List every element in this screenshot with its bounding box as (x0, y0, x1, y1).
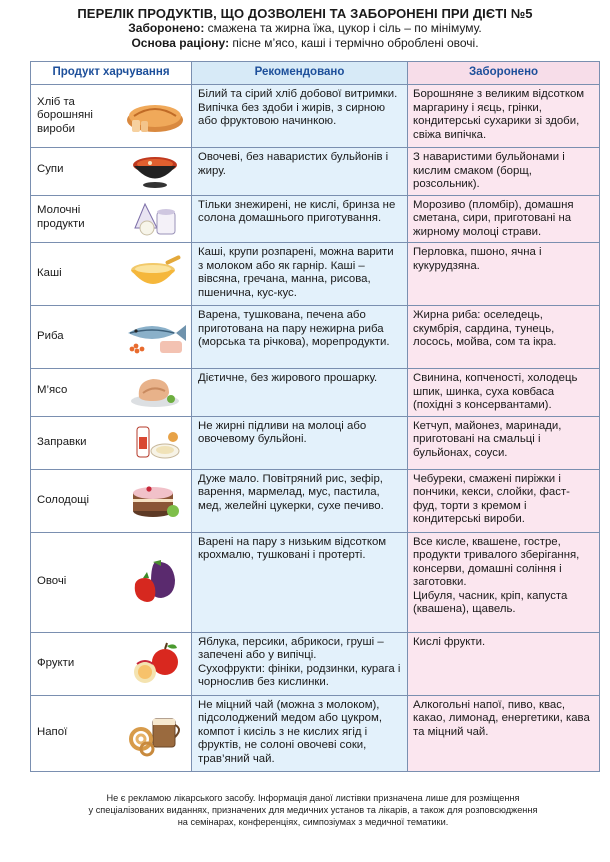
forbidden-summary-text: смажена та жирна їжа, цукор і сіль – по мінімуму. (204, 21, 482, 35)
bread-icon (121, 96, 189, 136)
forbidden-cell: Борошняне з великим відсотком маргарину і яєць, грінки, кондитерські сухарики зі здоби, свіжа випічка. (408, 85, 600, 148)
forbidden-summary-label: Заборонено: (128, 21, 205, 35)
recommended-cell: Дуже мало. Повітряний рис, зефір, варення, мармелад, мус, пастила, мед, желейні цукерки, сухе печиво. (192, 469, 408, 532)
drinks-icon (121, 709, 189, 757)
table-row (31, 632, 600, 695)
product-cell (31, 416, 192, 469)
recommended-cell: Овочеві, без наваристих бульйонів і жиру. (192, 148, 408, 196)
product-cell (31, 632, 192, 695)
product-name: Молочні продукти (37, 204, 85, 230)
forbidden-cell: З наваристими бульйонами і кислим смаком (борщ, розсольник). (408, 148, 600, 196)
dairy-icon (121, 198, 189, 238)
diet-table (30, 61, 600, 772)
disclaimer-line: у спеціалізованих виданнях, призначених для медичних установ та лікарів, а також для розповсюдження (88, 805, 538, 815)
meat-icon (121, 371, 189, 411)
disclaimer-line: Не є рекламою лікарського засобу. Інформація даної листівки призначена лише для розміщення (106, 793, 520, 803)
product-name: Каші (37, 267, 62, 280)
fish-icon (121, 317, 189, 357)
table-row (31, 532, 600, 632)
porridge-icon (121, 254, 189, 294)
table-row (31, 85, 600, 148)
forbidden-cell: Чебуреки, смажені пиріжки і пончики, кекси, слойки, фаст-фуд, торти з кремом і кондитерські вироби. (408, 469, 600, 532)
recommended-cell: Каші, крупи розпарені, можна варити з молоком або як гарнір. Каші – вівсяна, гречана, манна, рисова, пшенична, кус-кус. (192, 243, 408, 306)
product-cell (31, 195, 192, 243)
recommended-cell: Варена, тушкована, печена або приготована на пару нежирна риба (морська та річкова), морепродукти. (192, 306, 408, 369)
forbidden-cell: Перловка, пшоно, ячна і кукурудзяна. (408, 243, 600, 306)
sauce-icon (121, 423, 189, 463)
product-name: Заправки (37, 435, 87, 448)
product-cell (31, 243, 192, 306)
product-cell (31, 306, 192, 369)
page-title: ПЕРЕЛІК ПРОДУКТІВ, ЩО ДОЗВОЛЕНІ ТА ЗАБОРОНЕНІ ПРИ ДІЄТІ №5 (77, 6, 533, 21)
recommended-cell: Не міцний чай (можна з молоком), підсолоджений медом або цукром, компот і кисіль з не кислих ягід і фруктів, не солоні овочеві соки, трав’яний чай. (192, 695, 408, 771)
product-cell (31, 532, 192, 632)
product-cell (31, 469, 192, 532)
table-header-row (31, 62, 600, 85)
table-row (31, 469, 600, 532)
header (0, 0, 610, 51)
product-cell (31, 369, 192, 417)
product-name: Фрукти (37, 656, 75, 669)
disclaimer-line: на семінарах, конференціях, симпозіумах з медичної тематики. (177, 817, 449, 827)
table-row (31, 416, 600, 469)
forbidden-cell: Свинина, копченості, холодець шпик, шинка, суха ковбаса (похідні з консервантами). (408, 369, 600, 417)
column-header-product: Продукт харчування (31, 62, 192, 85)
diet-basis-label: Основа раціону: (131, 36, 230, 50)
forbidden-summary (0, 21, 610, 36)
recommended-cell: Яблука, персики, абрикоси, груші – запечені або у випічці. Сухофрукти: фініки, родзинки, курага і чорнослив без кислинки. (192, 632, 408, 695)
product-name: Супи (37, 163, 64, 176)
product-cell (31, 148, 192, 196)
recommended-cell: Дієтичне, без жирового прошарку. (192, 369, 408, 417)
product-name: Хліб та борошняні вироби (37, 95, 93, 135)
recommended-cell: Не жирні підливи на молоці або овочевому бульйоні. (192, 416, 408, 469)
table-row (31, 369, 600, 417)
cake-icon (121, 479, 189, 523)
forbidden-cell: Кетчуп, майонез, маринади, приготовані на смальці і бульйонах, соуси. (408, 416, 600, 469)
disclaimer (30, 792, 596, 828)
soup-icon (121, 151, 189, 189)
forbidden-cell: Морозиво (пломбір), домашня сметана, сири, приготовані на жирному молоці страви. (408, 195, 600, 243)
table-row (31, 695, 600, 771)
table-row (31, 195, 600, 243)
vegetables-icon (121, 558, 189, 606)
product-cell (31, 85, 192, 148)
forbidden-cell: Жирна риба: оселедець, скумбрія, сардина, тунець, лосось, мойва, сом та ікра. (408, 306, 600, 369)
forbidden-cell: Все кисле, квашене, гостре, продукти тривалого зберігання, консерви, домашні соління і заготовки. Цибуля, часник, кріп, капуста (квашена), щавель. (408, 532, 600, 632)
recommended-cell: Тільки знежирені, не кислі, бринза не солона домашнього приготування. (192, 195, 408, 243)
column-header-recommended: Рекомендовано (192, 62, 408, 85)
product-name: Солодощі (37, 493, 90, 506)
diet-basis-text: пісне м’ясо, каші і термічно оброблені овочі. (229, 36, 479, 50)
forbidden-cell: Алкогольні напої, пиво, квас, какао, лимонад, енергетики, кава та міцний чай. (408, 695, 600, 771)
table-row (31, 306, 600, 369)
table-row (31, 243, 600, 306)
column-header-forbidden: Заборонено (408, 62, 600, 85)
recommended-cell: Білий та сірий хліб добової витримки. Випічка без здоби і жирів, з сирною або фруктовою начинкою. (192, 85, 408, 148)
product-name: М’ясо (37, 384, 68, 397)
fruits-icon (121, 640, 189, 688)
product-name: Овочі (37, 575, 67, 588)
product-name: Риба (37, 330, 64, 343)
table-row (31, 148, 600, 196)
product-cell (31, 695, 192, 771)
recommended-cell: Варені на пару з низьким відсотком крохмалю, тушковані і протерті. (192, 532, 408, 632)
product-name: Напої (37, 726, 68, 739)
forbidden-cell: Кислі фрукти. (408, 632, 600, 695)
diet-basis-summary (0, 36, 610, 51)
